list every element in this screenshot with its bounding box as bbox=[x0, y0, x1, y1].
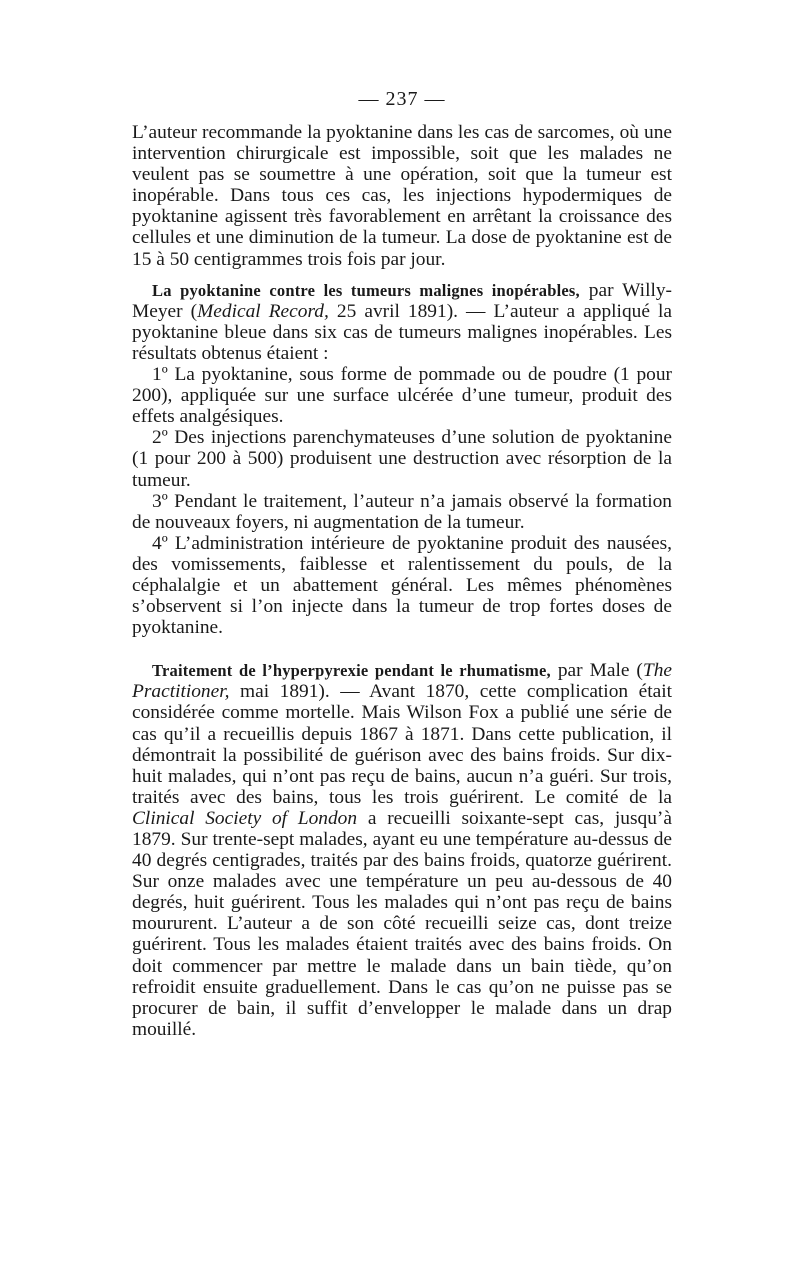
society-name: Clinical Society of London bbox=[132, 807, 358, 829]
article-heading: La pyoktanine contre les tumeurs malignes inopérables, bbox=[152, 280, 580, 300]
list-item: 2º Des injections parenchymateuses d’une solution de pyoktanine (1 pour 200 à 500) produisent une destruction avec résorption de la tumeur. bbox=[132, 427, 672, 491]
list-item: 3º Pendant le traitement, l’auteur n’a jamais observé la formation de nouveaux foyers, ni augmentation de la tumeur. bbox=[132, 490, 672, 533]
article-author: par Willy-Meyer ( bbox=[132, 279, 672, 322]
article-heading: Traitement de l’hyperpyrexie pendant le rhumatisme, bbox=[152, 661, 551, 681]
journal-title: The Practitioner, bbox=[132, 660, 672, 703]
article-text: a recueilli soixante-sept cas, jusqu’à 1879. Sur trente-sept malades, ayant eu une température au-dessus de 40 degrés centigrades, traités par des bains froids, quatorze guérirent. Sur onze malades avec une température un peu au-dessous de 40 degrés, huit guérirent. Tous les malades qui n’ont pas reçu de bains moururent. L’auteur a de son côté recueilli seize cas, dont treize guérirent. Tous les malades étaient traités avec des bains froids. On doit commencer par mettre le malade dans un bain tiède, qu’on refroidit ensuite graduellement. Dans le cas qu’on ne puisse pas se procurer de bain, il suffit d’envelopper le malade dans un drap mouillé. bbox=[132, 807, 672, 1040]
page-number: — 237 — bbox=[358, 88, 446, 110]
article-text: 25 avril 1891). — L’auteur a appliqué la pyoktanine bleue dans six cas de tumeurs malignes inopérables. Les résultats obtenus étaient : bbox=[132, 300, 672, 364]
paragraph-sarcomes: L’auteur recommande la pyoktanine dans les cas de sarcomes, où une intervention chirurgicale est impossible, soit que les malades ne veulent pas se soumettre à une opération, soit que la tumeur est inopérable. Dans tous ces cas, les injections hypodermiques de pyoktanine agissent très favorablement en arrêtant la croissance des cellules et une diminution de la tumeur. La dose de pyoktanine est de 15 à 50 centigrammes trois fois par jour. bbox=[132, 122, 672, 270]
article-author: par Male ( bbox=[550, 660, 643, 682]
article-text: mai 1891). — Avant 1870, cette complication était considérée comme mortelle. Mais Wilson Fox a publié une série de cas qu’il a recueillis depuis 1867 à 1871. Dans cette publication, il démontrait la possibilité de guérison avec des bains froids. Sur dix-huit malades, qui n’ont pas reçu de bains, aucun n’a guéri. Sur trois, traités avec des bains, tous les trois guérirent. Le comité de la bbox=[132, 681, 672, 808]
list-item: 4º L’administration intérieure de pyoktanine produit des nausées, des vomissements, faiblesse et ralentissement du pouls, de la céphalalgie et un abattement général. Les mêmes phénomènes s’observent si l’on injecte dans la tumeur de trop fortes doses de pyoktanine. bbox=[132, 532, 672, 639]
book-page bbox=[132, 88, 672, 1040]
journal-title: Medical Record, bbox=[197, 300, 329, 322]
list-item: 1º La pyoktanine, sous forme de pommade ou de poudre (1 pour 200), appliquée sur une surface ulcérée d’une tumeur, produit des effets analgésiques. bbox=[132, 364, 672, 428]
article-pyoktanine-intro bbox=[132, 280, 672, 364]
article-hyperpyrexie bbox=[132, 660, 672, 1040]
